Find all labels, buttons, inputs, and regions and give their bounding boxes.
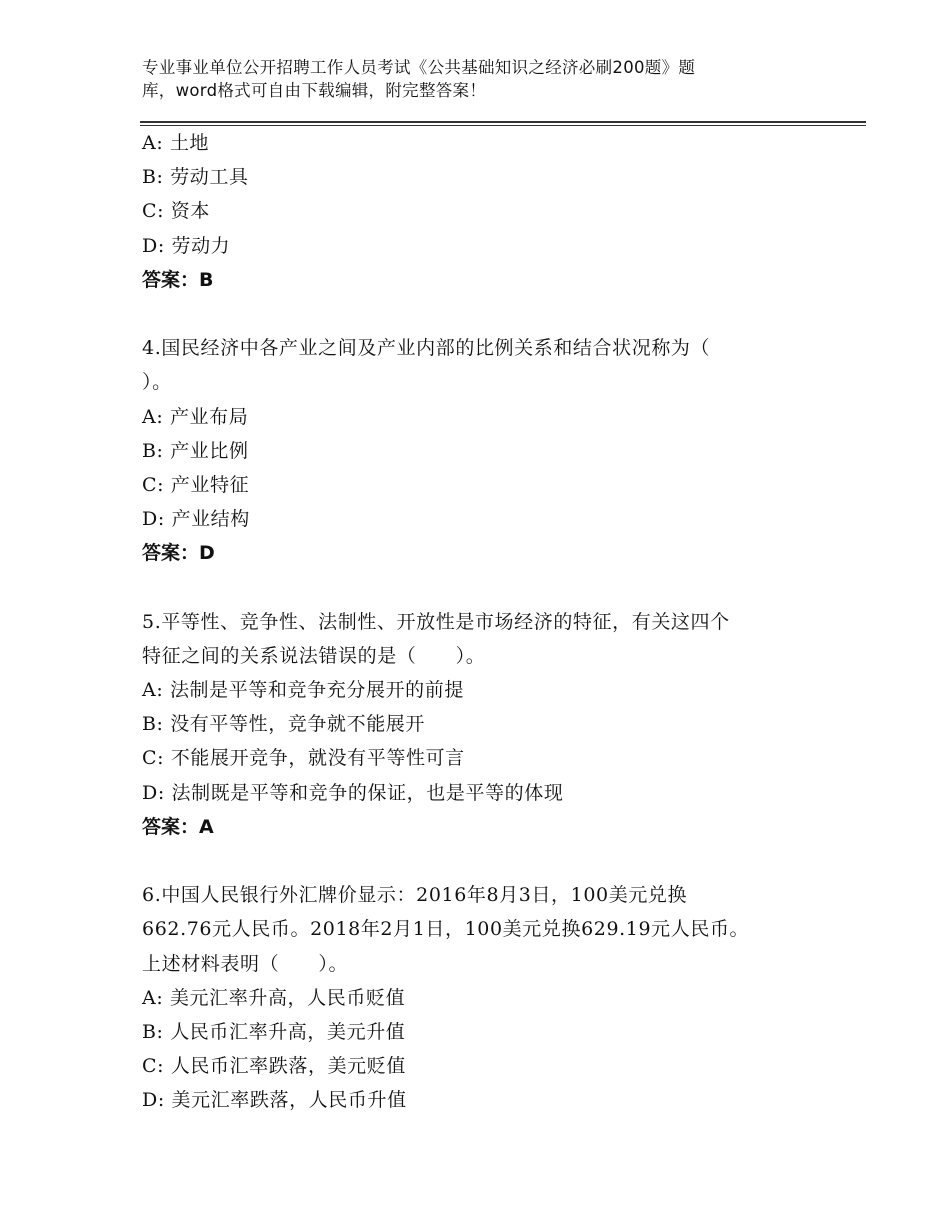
question-6 [142,878,842,1117]
question-4 [142,331,842,570]
option-a: A: 法制是平等和竞争充分展开的前提 [142,679,464,701]
question-stem: 4.国民经济中各产业之间及产业内部的比例关系和结合状况称为（ [142,337,711,360]
option-a: A: 美元汇率升高，人民币贬值 [142,986,406,1009]
option-c: C: 人民币汇率跌落，美元贬值 [142,1055,406,1078]
header-rule-thick [140,121,866,123]
option-b: B: 没有平等性，竞争就不能展开 [142,713,426,736]
question-stem: 5.平等性、竞争性、法制性、开放性是市场经济的特征，有关这四个 [142,610,730,633]
question-5 [142,605,842,844]
question-list [142,126,842,1117]
question-stem: 6.中国人民银行外汇牌价显示：2016年8月3日，100美元兑换 [142,884,688,907]
option-c: C: 产业特征 [142,473,250,496]
spacer [142,297,842,331]
option-c: C: 资本 [142,200,210,223]
header-line-2: 库，word格式可自由下载编辑，附完整答案！ [142,81,487,100]
spacer [142,570,842,604]
question-stem: 上述材料表明（ ）。 [142,952,349,975]
answer: 答案：B [142,268,214,291]
option-b: B: 劳动工具 [142,166,249,189]
header-line-1: 专业事业单位公开招聘工作人员考试《公共基础知识之经济必刷200题》题 [142,58,696,77]
option-b: B: 产业比例 [142,439,249,462]
option-d: D: 劳动力 [142,234,231,257]
document-header [142,56,782,102]
answer: 答案：D [142,542,215,565]
question-stem: 特征之间的关系说法错误的是（ ）。 [142,644,486,667]
spacer [142,844,842,878]
option-a: A: 产业布局 [142,405,249,428]
question-stem: 662.76元人民币。2018年2月1日，100美元兑换629.19元人民币。 [142,918,750,941]
answer: 答案：A [142,815,214,838]
question-stem: ）。 [142,371,172,394]
option-d: D: 法制既是平等和竞争的保证，也是平等的体现 [142,781,564,804]
option-a: A: 土地 [142,132,210,154]
option-c: C: 不能展开竞争，就没有平等性可言 [142,747,465,770]
option-b: B: 人民币汇率升高，美元升值 [142,1020,406,1043]
option-d: D: 美元汇率跌落，人民币升值 [142,1089,407,1112]
question-3 [142,126,842,297]
option-d: D: 产业结构 [142,508,250,531]
